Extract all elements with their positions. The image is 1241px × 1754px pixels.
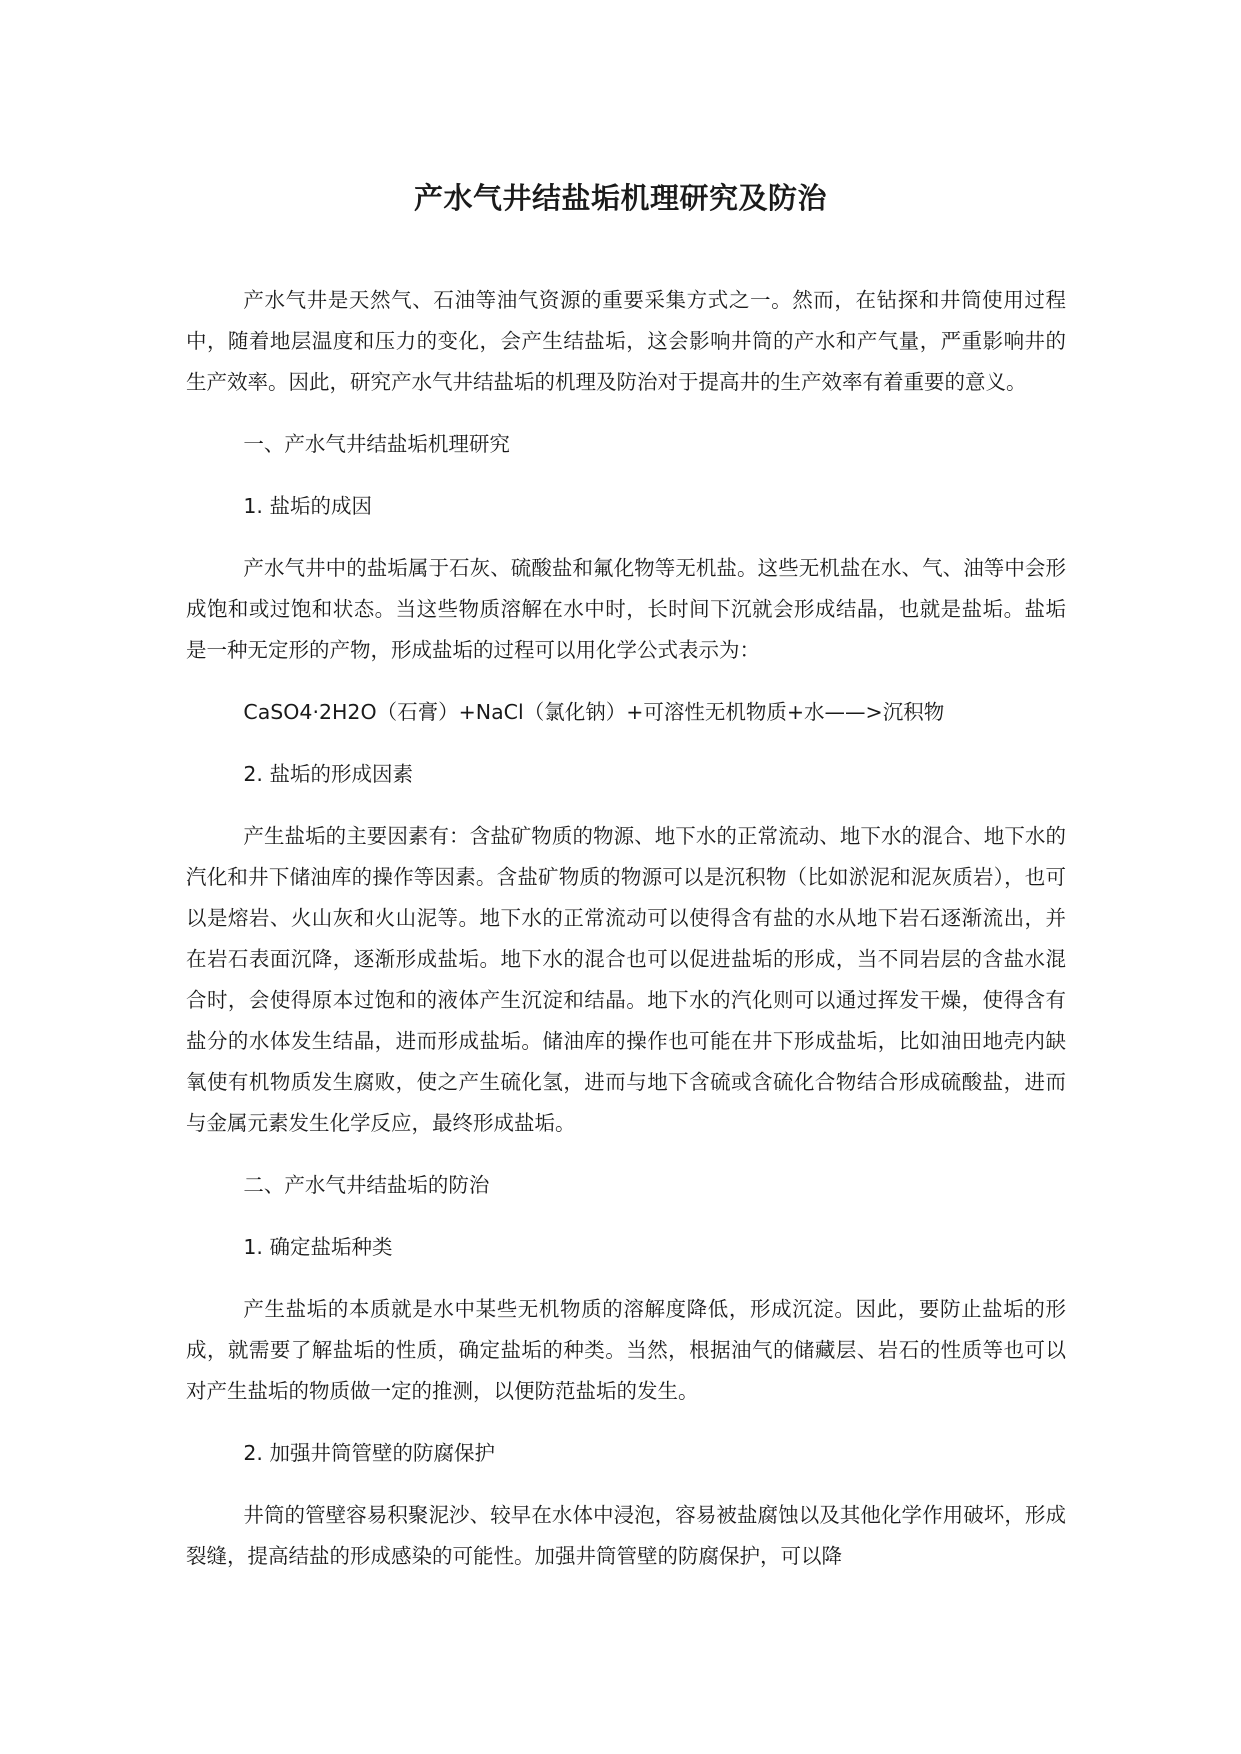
identify-types-paragraph: 产生盐垢的本质就是水中某些无机物质的溶解度降低，形成沉淀。因此，要防止盐垢的形成，就需要了解盐垢的性质，确定盐垢的种类。当然，根据油气的储藏层、岩石的性质等也可以对产生盐垢的物质做一定的推测，以便防范盐垢的发生。 — [186, 1297, 1066, 1403]
subsection-heading-causes: 1. 盐垢的成因 — [243, 494, 372, 518]
subsection-heading-factors: 2. 盐垢的形成因素 — [243, 762, 413, 786]
section-heading-prevention: 二、产水气井结盐垢的防治 — [243, 1173, 490, 1197]
intro-paragraph: 产水气井是天然气、石油等油气资源的重要采集方式之一。然而，在钻探和井筒使用过程中，随着地层温度和压力的变化，会产生结盐垢，这会影响井筒的产水和产气量，严重影响井的生产效率。因此，研究产水气井结盐垢的机理及防治对于提高井的生产效率有着重要的意义。 — [186, 288, 1066, 394]
corrosion-protection-paragraph: 井筒的管壁容易积聚泥沙、较早在水体中浸泡，容易被盐腐蚀以及其他化学作用破坏，形成裂缝，提高结盐的形成感染的可能性。加强井筒管壁的防腐保护，可以降 — [186, 1503, 1066, 1568]
subsection-heading-corrosion-protection: 2. 加强井筒管壁的防腐保护 — [243, 1441, 495, 1465]
document-title: 产水气井结盐垢机理研究及防治 — [413, 181, 827, 215]
factors-paragraph: 产生盐垢的主要因素有：含盐矿物质的物源、地下水的正常流动、地下水的混合、地下水的汽化和井下储油库的操作等因素。含盐矿物质的物源可以是沉积物（比如淤泥和泥灰质岩），也可以是熔岩、火山灰和火山泥等。地下水的正常流动可以使得含有盐的水从地下岩石逐渐流出，并在岩石表面沉降，逐渐形成盐垢。地下水的混合也可以促进盐垢的形成，当不同岩层的含盐水混合时，会使得原本过饱和的液体产生沉淀和结晶。地下水的汽化则可以通过挥发干燥，使得含有盐分的水体发生结晶，进而形成盐垢。储油库的操作也可能在井下形成盐垢，比如油田地壳内缺氧使有机物质发生腐败，使之产生硫化氢，进而与地下含硫或含硫化合物结合形成硫酸盐，进而与金属元素发生化学反应，最终形成盐垢。 — [186, 824, 1066, 1135]
document-body — [186, 280, 1066, 1598]
chemical-formula: CaSO4·2H2O（石膏）+NaCl（氯化钠）+可溶性无机物质+水——>沉积物 — [243, 700, 945, 724]
section-heading-mechanism: 一、产水气井结盐垢机理研究 — [243, 432, 510, 456]
subsection-heading-identify-types: 1. 确定盐垢种类 — [243, 1235, 393, 1259]
causes-paragraph: 产水气井中的盐垢属于石灰、硫酸盐和氟化物等无机盐。这些无机盐在水、气、油等中会形成饱和或过饱和状态。当这些物质溶解在水中时，长时间下沉就会形成结晶，也就是盐垢。盐垢是一种无定形的产物，形成盐垢的过程可以用化学公式表示为： — [186, 556, 1066, 662]
